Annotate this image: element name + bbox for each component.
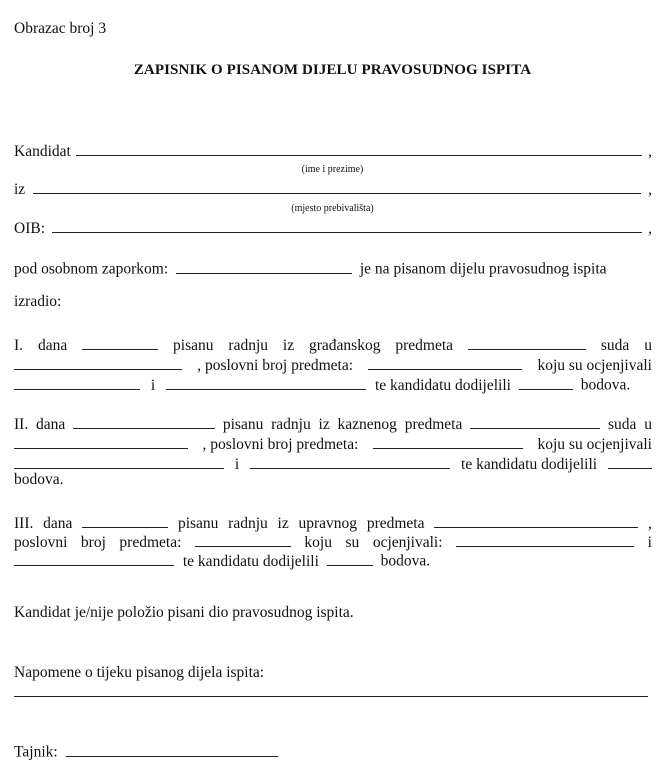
residence-label: iz: [14, 180, 26, 198]
admin-w-predmeta: predmeta: [366, 514, 425, 532]
admin-grader-2-field[interactable]: [14, 549, 174, 566]
criminal-line-3: [14, 452, 652, 474]
criminal-w-radnju: radnju: [271, 415, 311, 433]
criminal-w-suda: suda: [607, 415, 637, 433]
civil-w-radnju: radnju: [228, 336, 269, 354]
criminal-grader-1-field[interactable]: [14, 452, 224, 469]
candidate-row: [14, 139, 652, 161]
civil-number: I.: [14, 336, 24, 354]
notes-label: Napomene o tijeku pisanog dijela ispita:: [14, 664, 265, 681]
criminal-case-number-field[interactable]: [373, 432, 523, 449]
criminal-w-predmeta: predmeta: [404, 415, 463, 433]
criminal-court-city-field[interactable]: [14, 432, 188, 449]
admin-w-broj: broj: [80, 533, 106, 551]
criminal-number: II.: [14, 415, 29, 433]
admin-points-field[interactable]: [327, 549, 373, 566]
result-text: Kandidat je/nije položio pisani dio pravosudnog ispita.: [14, 604, 354, 621]
civil-case-label: , poslovni broj predmeta:: [197, 356, 354, 374]
candidate-name-field[interactable]: [76, 139, 642, 156]
notes-field[interactable]: [14, 682, 648, 697]
residence-caption: (mjesto prebivališta): [291, 203, 374, 214]
candidate-comma: ,: [648, 142, 652, 160]
residence-comma: ,: [648, 180, 652, 198]
admin-dana: dana: [43, 514, 73, 532]
criminal-points-unit: bodova.: [14, 471, 64, 488]
secretary-row: [14, 740, 278, 762]
civil-dana: dana: [37, 336, 68, 354]
criminal-w-pisanu: pisanu: [222, 415, 264, 433]
civil-and: i: [150, 376, 156, 394]
civil-line-2: [14, 353, 652, 375]
criminal-points-text: te kandidatu dodijelili: [461, 455, 598, 473]
secretary-label: Tajnik:: [14, 743, 58, 761]
civil-line-3: [14, 373, 630, 395]
admin-w-poslovni: poslovni: [14, 533, 68, 551]
secretary-signature-field[interactable]: [66, 740, 278, 757]
criminal-case-label: , poslovni broj predmeta:: [202, 435, 359, 453]
civil-w-suda: suda: [600, 336, 630, 354]
oib-row: [14, 216, 652, 238]
civil-points-text: te kandidatu dodijelili: [374, 376, 511, 394]
civil-court-city-field[interactable]: [14, 353, 182, 370]
name-caption: (ime i prezime): [301, 164, 364, 175]
civil-graders-label: koju su ocjenjivali: [537, 356, 652, 374]
civil-court-field[interactable]: [468, 333, 586, 350]
criminal-dana: dana: [36, 415, 66, 433]
admin-date-field[interactable]: [82, 511, 168, 528]
civil-w-subject: građanskog: [309, 336, 381, 354]
criminal-graders-label: koju su ocjenjivali: [537, 435, 652, 453]
criminal-and: i: [234, 455, 240, 473]
admin-w-radnju: radnju: [228, 514, 268, 532]
code-field[interactable]: [176, 257, 352, 274]
admin-line-3: [14, 549, 430, 571]
civil-points-unit: bodova.: [580, 376, 631, 394]
admin-w-predmeta2: predmeta:: [119, 533, 182, 551]
criminal-grader-2-field[interactable]: [250, 452, 450, 469]
oib-field[interactable]: [52, 216, 642, 233]
admin-court-field[interactable]: [434, 511, 638, 528]
civil-w-pisanu: pisanu: [173, 336, 214, 354]
admin-grader-1-field[interactable]: [456, 530, 634, 547]
criminal-w-subject: kaznenog: [337, 415, 397, 433]
criminal-line-2: [14, 432, 652, 454]
civil-case-number-field[interactable]: [368, 353, 522, 370]
civil-w-u: u: [644, 336, 652, 354]
candidate-label: Kandidat: [14, 142, 71, 160]
civil-points-field[interactable]: [519, 373, 573, 390]
criminal-line-1: [14, 412, 652, 434]
admin-number: III.: [14, 514, 34, 532]
code-row: [14, 257, 607, 279]
civil-w-iz: iz: [282, 336, 295, 354]
oib-label: OIB:: [14, 219, 45, 237]
residence-row: [14, 177, 652, 199]
criminal-points-field[interactable]: [608, 452, 652, 469]
civil-line-1: [14, 333, 652, 355]
admin-and: i: [647, 533, 652, 551]
form-number: Obrazac broj 3: [14, 20, 107, 37]
code-label: pod osobnom zaporkom:: [14, 260, 169, 278]
document-title: ZAPISNIK O PISANOM DIJELU PRAVOSUDNOG ISPITA: [133, 62, 532, 78]
civil-grader-2-field[interactable]: [166, 373, 366, 390]
criminal-w-iz: iz: [318, 415, 330, 433]
criminal-w-u: u: [644, 415, 652, 433]
criminal-date-field[interactable]: [73, 412, 215, 429]
admin-w-ocjenjivali: ocjenjivali:: [372, 533, 443, 551]
admin-w-subject: upravnog: [298, 514, 358, 532]
civil-date-field[interactable]: [82, 333, 158, 350]
civil-grader-1-field[interactable]: [14, 373, 140, 390]
residence-field[interactable]: [33, 177, 641, 194]
izradio-label: izradio:: [14, 293, 62, 310]
admin-points-text: te kandidatu dodijelili: [182, 552, 319, 570]
oib-comma: ,: [648, 219, 652, 237]
admin-comma: ,: [648, 514, 652, 532]
code-text: je na pisanom dijelu pravosudnog ispita: [359, 260, 607, 278]
admin-w-iz: iz: [277, 514, 289, 532]
admin-case-number-field[interactable]: [195, 530, 291, 547]
admin-w-pisanu: pisanu: [177, 514, 219, 532]
criminal-court-field[interactable]: [470, 412, 600, 429]
admin-w-koju: koju: [304, 533, 332, 551]
civil-w-predmeta: predmeta: [395, 336, 454, 354]
admin-w-su: su: [345, 533, 360, 551]
admin-points-unit: bodova.: [380, 552, 431, 570]
